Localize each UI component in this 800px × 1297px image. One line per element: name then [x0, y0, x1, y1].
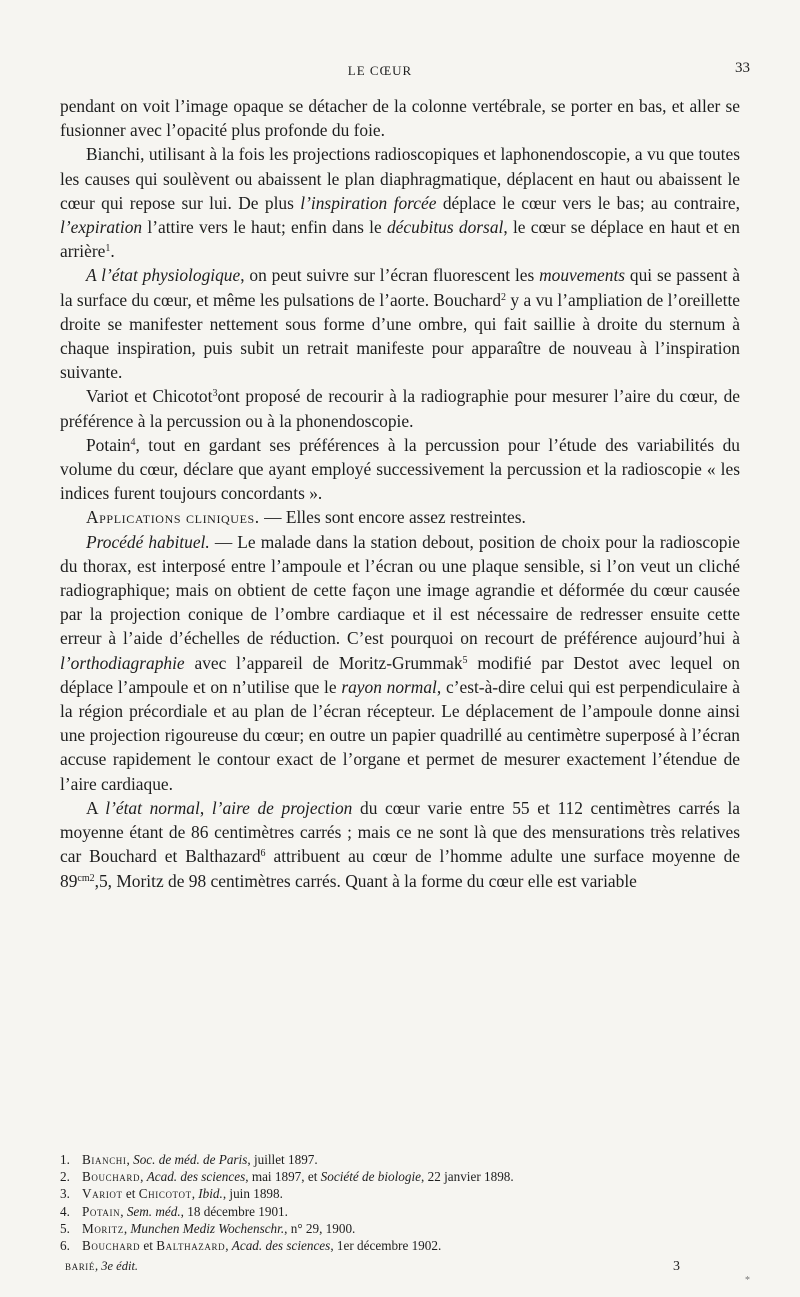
paragraph-6 [60, 505, 740, 529]
footnote-ref: 1 [105, 243, 111, 255]
paragraph-text: pendant on voit l’image opaque se détacher de la colonne vertébrale, se porter en bas, et aller se fusionner avec l’opacité plus profonde du foie. [60, 96, 740, 141]
italic-term: mouvements [539, 265, 626, 286]
footnote-3 [60, 1185, 740, 1202]
body-text [60, 94, 740, 893]
italic-term: l’aire de projection [211, 797, 353, 818]
footnote-text: , [225, 1238, 232, 1254]
footnote-text: , n° 29, 1900. [284, 1220, 356, 1236]
italic-term: décubitus dorsal [386, 217, 504, 238]
paragraph-text: ont proposé de recourir à la radiographie pour mesurer l’aire du cœur, de préférence à la percussion ou à la phonendoscopie. [60, 386, 740, 431]
paragraph-text: y a vu l’ampliation de l’oreillette droite se manifester nettement sous forme d’une ombre, qui fait saillie à droite du sternum à chaque inspiration, puis subit un retrait manifeste pour apparaître de nouveau à l’inspiration suivante. [60, 289, 740, 383]
footnote-2 [60, 1168, 740, 1185]
paragraph-text: , c’est-à-dire celui qui est perpendiculaire à la région précordiale et au plan de l’écran récepteur. Le déplacement de l’ampoule donne ainsi une projection rigoureuse du cœur; en outre un papier quadrillé au centimètre superposé à l’écran accuse rapidement le contour exact de l’organe et permet de mesurer exactement l’étendue de l’aire cardiaque. [60, 676, 740, 794]
footnote-text: , [191, 1186, 199, 1202]
paragraph-text: , [199, 797, 212, 818]
footnote-text: , 1er décembre 1902. [330, 1238, 442, 1254]
footnote-text: , juin 1898. [222, 1186, 283, 1202]
signature-edition: , 3e édit. [95, 1259, 139, 1273]
footnote-ref: 5 [462, 654, 468, 666]
paragraph-text: A [86, 797, 106, 818]
footnote-text: , juillet 1897. [247, 1152, 318, 1167]
footnote-author: Variot [82, 1186, 123, 1202]
footnote-source: Société de biologie [320, 1169, 422, 1185]
paragraph-text: — Elles sont encore assez restreintes. [259, 507, 526, 528]
footnote-number: 4. [60, 1203, 70, 1219]
footnote-author: Potain [82, 1203, 121, 1219]
footnote-ref: 3 [212, 388, 218, 400]
paragraph-text: déplace le cœur vers le bas; au contraire, [436, 192, 740, 213]
footnote-author: Bouchard [82, 1238, 141, 1254]
paragraph-text: , le cœur se déplace en haut et en arrière [60, 217, 740, 262]
paragraph-4 [60, 384, 740, 432]
footnote-author: Bouchard [82, 1169, 141, 1185]
paragraph-text: qui se passent à la surface du cœur, et même les pulsations de l’aorte. Bouchard [60, 265, 740, 310]
paragraph-text: avec l’appareil de Moritz-Grummak [184, 652, 463, 673]
italic-term: rayon normal [341, 676, 437, 697]
footnote-1 [60, 1151, 740, 1168]
footnote-author: Moritz [82, 1220, 124, 1236]
italic-term: A l’état physiologique [86, 265, 241, 286]
paragraph-text: Potain [86, 434, 131, 455]
paragraph-text: . [110, 241, 115, 262]
footnote-4 [60, 1203, 740, 1220]
italic-term: l’orthodiagraphie [60, 652, 185, 673]
footnote-ref: 4 [130, 436, 136, 448]
signature-sheet-number: 3 [673, 1259, 680, 1274]
footnote-text: , 22 janvier 1898. [421, 1169, 514, 1185]
footnote-text: , [140, 1169, 147, 1185]
footnote-author: Balthazard [156, 1238, 226, 1254]
footnote-source: Acad. des sciences [231, 1238, 331, 1254]
footnote-number: 6. [60, 1238, 70, 1254]
footnote-ref: 6 [260, 848, 266, 860]
section-heading: Applications cliniques. [86, 507, 260, 528]
footnote-number: 1. [60, 1152, 70, 1167]
italic-term: l’état normal [105, 797, 200, 818]
paragraph-text: Bianchi, utilisant à la fois les projections radioscopiques et laphonendoscopie, a vu que toutes les causes qui soulèvent ou abaissent le plan diaphragmatique, déplacent en haut ou abaissent le cœur qui repose sur lui. De plus [60, 144, 740, 213]
paragraph-text: du cœur varie entre 55 et 112 centimètres carrés la moyenne étant de 86 centimètres carrés ; mais ce ne sont là que des mensurations très relatives car Bouchard et Balthazard [60, 797, 741, 867]
paragraph-7 [60, 530, 740, 796]
footnotes [60, 1151, 740, 1254]
footnote-text: et [140, 1238, 157, 1254]
paragraph-text: — Le malade dans la station debout, position de choix pour la radioscopie du thorax, est interposé entre l’ampoule et l’écran ou une plaque sensible, si l’on veut un cliché radiographique; mais on obtient de cette façon une image agrandie et déformée du cœur causée par la projection conique de l’ombre cardiaque et il est nécessaire de redresser ensuite cette erreur à l’aide d’échelles de réduction. C’est pourquoi on recourt de préférence aujourd’hui à [60, 531, 741, 649]
footnote-text: , [120, 1203, 127, 1219]
italic-term: l’inspiration forcée [300, 192, 437, 213]
paragraph-8 [60, 796, 740, 893]
signature-author-edition [65, 1259, 138, 1274]
footnote-number: 3. [60, 1186, 70, 1202]
italic-term: l’expiration [60, 217, 143, 238]
footnote-number: 5. [60, 1220, 70, 1236]
footnote-ref: 2 [501, 291, 507, 303]
footnote-5 [60, 1220, 740, 1237]
paragraph-2 [60, 142, 740, 263]
signature-author: barié [65, 1259, 95, 1273]
stray-mark: * [745, 1275, 750, 1286]
footnote-6 [60, 1237, 740, 1254]
paragraph-text: , tout en gardant ses préférences à la percussion pour l’étude des variabilités du volume du cœur, déclare que ayant employé successivement la percussion et la radioscopie « les indices furent toujours concordants ». [60, 434, 740, 504]
paragraph-text: ,5, Moritz de 98 centimètres carrés. Quant à la forme du cœur elle est variable [94, 870, 637, 891]
footnote-source: Ibid. [198, 1186, 223, 1202]
running-title: LE CŒUR [347, 63, 413, 78]
footnote-author: Bianchi [82, 1152, 127, 1167]
paragraph-3 [60, 263, 740, 384]
footnote-author: Chicotot [138, 1186, 192, 1202]
footnote-text: , mai 1897, et [245, 1169, 321, 1185]
italic-term: Procédé habituel. [86, 531, 210, 552]
paragraph-text: , on peut suivre sur l’écran fluorescent les [240, 265, 540, 286]
footnote-text: , 18 décembre 1901. [180, 1203, 288, 1219]
footnote-text: , [126, 1152, 134, 1167]
paragraph-text: Variot et Chicotot [86, 386, 213, 407]
footnote-text: , [123, 1220, 131, 1236]
footnote-source: Munchen Mediz Wochenschr. [130, 1220, 285, 1236]
printer-signature [65, 1259, 740, 1275]
footnote-number: 2. [60, 1169, 70, 1185]
paragraph-1 [60, 94, 740, 142]
footnote-source: Acad. des sciences [146, 1169, 246, 1185]
footnote-source: Sem. méd. [126, 1203, 181, 1219]
page-number: 33 [735, 60, 750, 76]
paragraph-text: attribuent au cœur de l’homme adulte une surface moyenne de 89 [60, 846, 740, 891]
footnote-text: et [122, 1186, 139, 1202]
paragraph-5 [60, 433, 740, 506]
footnote-source: Soc. de méd. de Paris [133, 1152, 248, 1167]
unit-superscript: cm2 [77, 872, 95, 884]
paragraph-text: modifié par Destot avec lequel on déplace l’ampoule et on n’utilise que le [60, 652, 740, 697]
paragraph-text: l’attire vers le haut; enfin dans le [142, 217, 387, 238]
